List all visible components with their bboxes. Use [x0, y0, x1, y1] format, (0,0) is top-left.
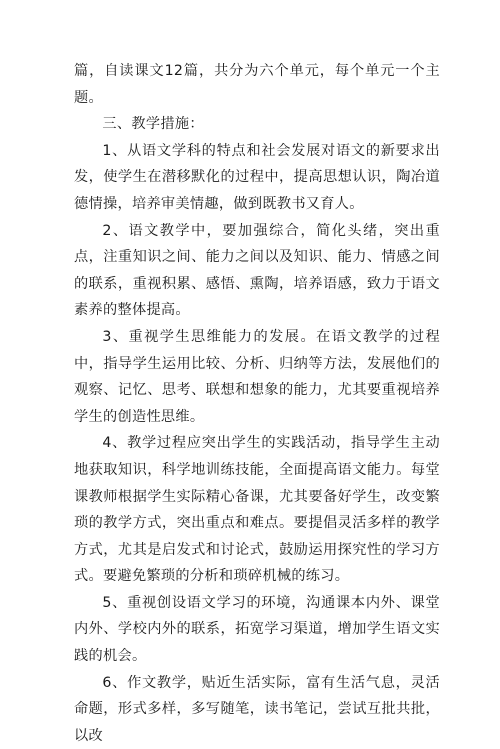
paragraph-measure-4: 4、教学过程应突出学生的实践活动，指导学生主动地获取知识，科学地训练技能，全面提高语文能力。每堂课教师根据学生实际精心备课，尤其要备好学生，改变繁琐的教学方式，突出重点和难点。要提倡灵活多样的教学方式，尤其是启发式和讨论式，鼓励运用探究性的学习方式。要避免繁琐的分析和琐碎机械的练习。: [74, 435, 440, 585]
paragraph-measure-1: 1、从语文学科的特点和社会发展对语文的新要求出发，使学生在潜移默化的过程中，提高思想认识，陶冶道德情操，培养审美情趣，做到既教书又育人。: [74, 142, 440, 212]
paragraph-continuation: 篇，自读课文12篇，共分为六个单元，每个单元一个主题。: [74, 63, 440, 106]
paragraph-measure-2: 2、语文教学中，要加强综合，简化头绪，突出重点，注重知识之间、能力之间以及知识、能力、情感之间的联系，重视积累、感悟、熏陶，培养语感，致力于语文素养的整体提高。: [74, 222, 440, 319]
document-body: [74, 58, 440, 749]
paragraph-measure-6: 6、作文教学，贴近生活实际，富有生活气息，灵活命题，形式多样，多写随笔，读书笔记，尝试互批共批，以改: [74, 674, 440, 744]
section-heading-teaching-measures: 三、教学措施：: [102, 116, 204, 133]
paragraph-measure-3: 3、重视学生思维能力的发展。在语文教学的过程中，指导学生运用比较、分析、归纳等方法，发展他们的观察、记忆、思考、联想和想象的能力，尤其要重视培养学生的创造性思维。: [74, 328, 440, 425]
paragraph-measure-5: 5、重视创设语文学习的环境，沟通课本内外、课堂内外、学校内外的联系，拓宽学习渠道，增加学生语文实践的机会。: [74, 594, 440, 665]
